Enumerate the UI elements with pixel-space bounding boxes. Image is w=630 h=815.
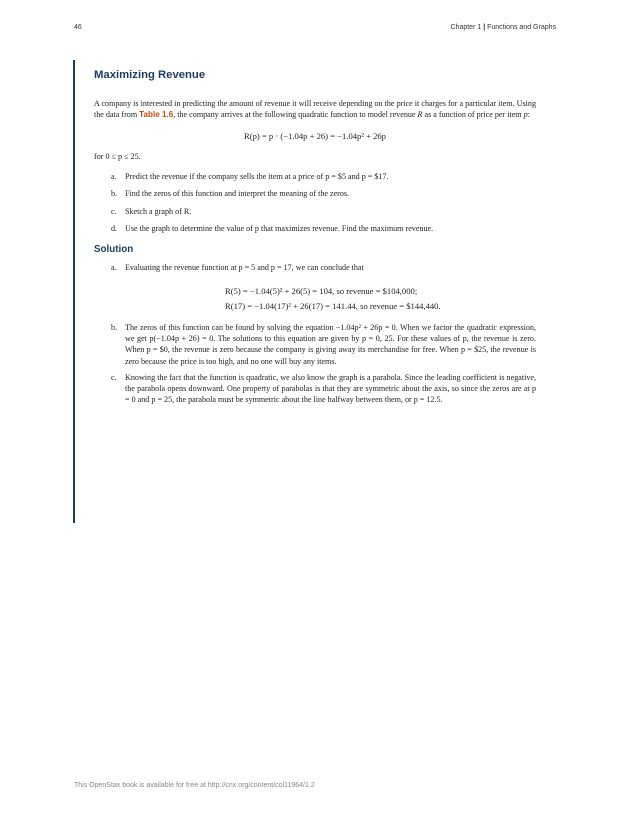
question-text: Sketch a graph of R.	[125, 206, 192, 216]
solution-label: b.	[111, 322, 118, 332]
solution-text: Evaluating the revenue function at p = 5 and p = 17, we can conclude that	[125, 263, 364, 273]
chapter-label: Chapter 1	[450, 24, 482, 31]
solution-item-b	[94, 322, 536, 367]
solution-item-c	[94, 372, 536, 406]
intro-text-4: :	[527, 110, 530, 120]
question-label: d.	[111, 224, 118, 234]
header-separator: |	[483, 24, 486, 31]
question-item	[94, 188, 536, 199]
intro-text-1: A company is interested in predicting the amount of revenue it will receive depending on the price it charges for a particular item. Using the data from	[94, 99, 536, 120]
domain-statement: for 0 ≤ p ≤ 25.	[94, 151, 141, 161]
solution-text: Knowing the fact that the function is quadratic, we also know the graph is a parabola. Since the leading coefficient is negative, the parabola opens downward. One property of parabolas is that they are symmetric about the axis, so since the zeros are at p = 0 and p = 25, the parabola must be symmetric about the line halfway between them, or p = 12.5.	[125, 372, 536, 405]
question-label: b.	[111, 189, 118, 199]
question-item	[94, 206, 536, 217]
revenue-equation: R(p) = p · (−1.04p + 26) = −1.04p² + 26p	[244, 130, 386, 141]
solution-label: a.	[111, 263, 117, 273]
var-R: R	[417, 110, 423, 120]
question-list	[94, 171, 536, 234]
solution-heading: Solution	[94, 244, 134, 256]
question-text: Predict the revenue if the company sells the item at a price of p = $5 and p = $17.	[125, 172, 389, 182]
question-text: Use the graph to determine the value of p that maximizes revenue. Find the maximum revenue.	[125, 224, 434, 234]
solution-list	[94, 262, 536, 405]
question-label: a.	[111, 172, 117, 182]
question-item	[94, 223, 536, 234]
question-text: Find the zeros of this function and interpret the meaning of the zeros.	[125, 189, 350, 199]
page-number: 46	[74, 24, 82, 31]
example-box-rule	[73, 60, 75, 523]
example-title: Maximizing Revenue	[94, 69, 206, 81]
question-item	[94, 171, 536, 182]
section-label: Functions and Graphs	[487, 24, 556, 31]
example-intro	[94, 98, 536, 121]
page-footer: This OpenStax book is available for free at http://cnx.org/content/col11964/1.2	[74, 782, 315, 789]
solution-text: The zeros of this function can be found by solving the equation −1.04p² + 26p = 0. When we factor the quadratic expression, we get p(−1.04p + 26) = 0. The solutions to this equation are given by p = 0, 25. For these values of p, the revenue is zero. When p = $0, the revenue is zero because the company is giving away its merchandise for free. When p = $25, the revenue is zero because the price is too high, and no one will buy any items.	[125, 322, 536, 366]
intro-text-2: , the company arrives at the following quadratic function to model revenue	[173, 110, 418, 120]
question-label: c.	[111, 206, 117, 216]
solution-item-a	[94, 262, 536, 313]
example-content	[94, 68, 536, 411]
table-reference-link[interactable]: Table 1.6	[139, 110, 174, 120]
intro-text-3: as a function of price per item	[422, 110, 524, 120]
var-p: p	[523, 110, 528, 120]
equation-line: R(17) = −1.04(17)² + 26(17) = 141.44, so revenue = $144,440.	[225, 300, 441, 311]
running-header	[451, 24, 557, 31]
solution-equations	[225, 284, 536, 314]
equation-line: R(5) = −1.04(5)² + 26(5) = 104, so revenue = $104,000;	[225, 285, 418, 296]
solution-label: c.	[111, 372, 117, 382]
